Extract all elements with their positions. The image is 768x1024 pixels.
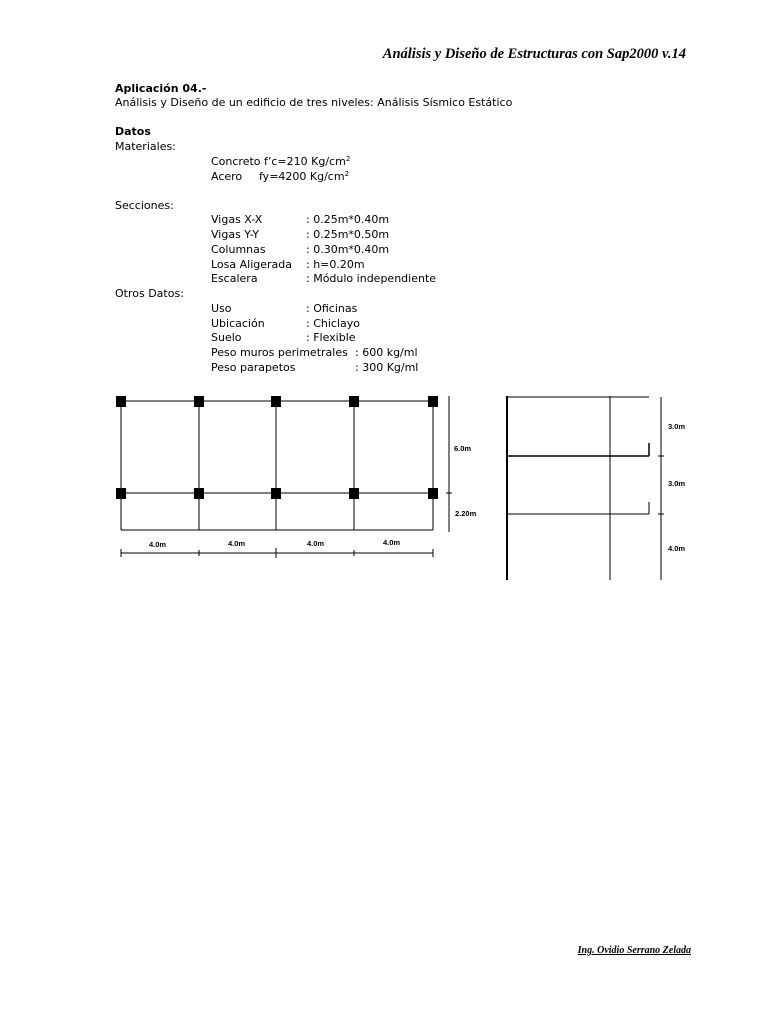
section-value: : Módulo independiente	[306, 272, 437, 285]
dim-label-y: 2.20m	[455, 509, 477, 518]
column	[271, 396, 281, 407]
document-header-title: Análisis y Diseño de Estructuras con Sap2000 v.14	[382, 46, 686, 62]
dim-label-height: 3.0m	[668, 422, 686, 431]
column	[428, 488, 438, 499]
weight-name: Peso muros perimetrales	[211, 346, 348, 359]
concrete-exponent: 2	[345, 155, 351, 163]
materials-label: Materiales:	[115, 140, 176, 153]
column	[116, 396, 126, 407]
other-name: Uso	[211, 302, 232, 315]
dim-label-x: 4.0m	[383, 538, 401, 547]
elevation-dimension-labels	[668, 422, 685, 553]
column	[194, 396, 204, 407]
section-name: Escalera	[211, 272, 258, 285]
dim-label-y: 6.0m	[454, 444, 472, 453]
dim-label-x: 4.0m	[228, 539, 246, 548]
other-name: Suelo	[211, 331, 242, 344]
steel-exponent: 2	[344, 170, 350, 178]
column	[349, 488, 359, 499]
column	[194, 488, 204, 499]
application-subtitle: Análisis y Diseño de un edificio de tres niveles: Análisis Sísmico Estático	[115, 96, 513, 109]
steel-text: fy=4200 Kg/cm	[259, 170, 345, 183]
sections-label: Secciones:	[115, 199, 174, 212]
dim-label-height: 4.0m	[668, 544, 686, 553]
section-value: : h=0.20m	[306, 258, 365, 271]
column	[428, 396, 438, 407]
other-value: : Oficinas	[306, 302, 358, 315]
section-name: Losa Aligerada	[211, 258, 293, 271]
concrete-text: Concreto f’c=210 Kg/cm	[211, 155, 346, 168]
application-title: Aplicación 04.-	[115, 82, 207, 95]
plan-columns	[116, 396, 438, 499]
section-name: Columnas	[211, 243, 266, 256]
dim-label-x: 4.0m	[149, 540, 167, 549]
floor-plan	[121, 396, 452, 558]
other-data-label: Otros Datos:	[115, 287, 184, 300]
data-heading: Datos	[115, 125, 151, 138]
weight-value: : 600 kg/ml	[355, 346, 418, 359]
section-name: Vigas X-X	[211, 213, 263, 226]
column	[271, 488, 281, 499]
dim-label-x: 4.0m	[307, 539, 325, 548]
section-name: Vigas Y-Y	[211, 228, 260, 241]
steel-spec-label: Acero	[211, 170, 243, 183]
weight-name: Peso parapetos	[211, 361, 296, 374]
other-value: : Chiclayo	[306, 317, 360, 330]
footer-author: Ing. Ovidio Serrano Zelada	[577, 945, 691, 956]
other-value: : Flexible	[306, 331, 356, 344]
other-name: Ubicación	[211, 317, 265, 330]
section-value: : 0.30m*0.40m	[306, 243, 390, 256]
column	[116, 488, 126, 499]
section-value: : 0.25m*0.40m	[306, 213, 390, 226]
dim-label-height: 3.0m	[668, 479, 686, 488]
elevation-frame	[507, 396, 664, 580]
section-value: : 0.25m*0.50m	[306, 228, 390, 241]
weight-value: : 300 Kg/ml	[355, 361, 419, 374]
column	[349, 396, 359, 407]
